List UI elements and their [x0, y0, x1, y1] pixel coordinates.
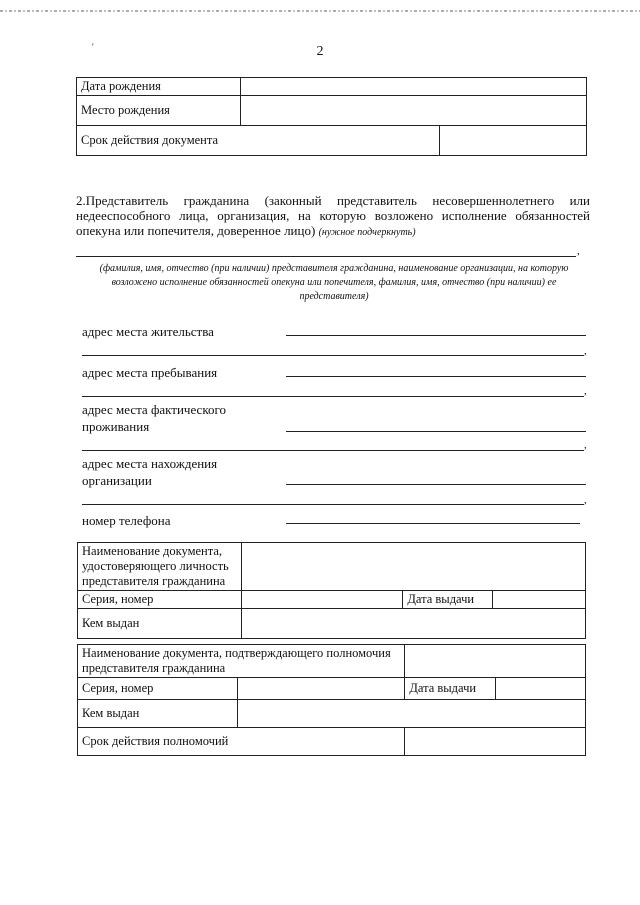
section-2-text: 2.Представитель гражданина (законный представитель несовершеннолетнего или недееспособного лица, организация, на которую возложено исполнение обязанностей опекуна или попечителя, доверенное лицо): [76, 193, 590, 238]
actual-address-line-2[interactable]: [82, 450, 584, 451]
phone-line[interactable]: [286, 523, 580, 524]
residence-comma: ,: [584, 345, 587, 357]
phone-label: номер телефона: [82, 513, 171, 528]
scan-top-edge: [0, 10, 640, 12]
org-comma: ,: [584, 494, 587, 506]
doc-validity-field[interactable]: [440, 126, 587, 156]
identity-series-field[interactable]: [241, 591, 403, 609]
representative-name-caption: (фамилия, имя, отчество (при наличии) представителя гражданина, наименование организации, на которую возложено исполнение обязанностей опекуна или попечителя, фамилия, имя, отчество (при наличии) ее представителя): [99, 263, 569, 302]
doc-validity-label: Срок действия документа: [77, 126, 440, 156]
actual-address-label-1: адрес места фактического: [82, 402, 226, 417]
actual-address-label-2: проживания: [82, 419, 150, 434]
birth-place-label: Место рождения: [77, 96, 241, 126]
stay-comma: ,: [584, 385, 587, 397]
authority-issued-by-label: Кем выдан: [78, 700, 238, 728]
authority-issue-date-field[interactable]: [496, 678, 586, 700]
identity-series-label: Серия, номер: [78, 591, 242, 609]
authority-doc-name-label: Наименование документа, подтверждающего полномочия представителя гражданина: [78, 645, 405, 678]
identity-doc-name-label: Наименование документа, удостоверяющего личность представителя гражданина: [78, 543, 242, 591]
authority-series-field[interactable]: [237, 678, 405, 700]
stay-address-line-1[interactable]: [286, 376, 586, 377]
scan-mark: ': [92, 42, 94, 52]
representative-name-comma: ,: [577, 245, 580, 257]
identity-issue-date-label: Дата выдачи: [403, 591, 493, 609]
authority-validity-field[interactable]: [405, 728, 586, 756]
birth-date-field[interactable]: [240, 78, 586, 96]
actual-comma: ,: [584, 439, 587, 451]
org-address-line-1[interactable]: [286, 484, 586, 485]
residence-address-label: адрес места жительства: [82, 324, 214, 339]
birth-date-label: Дата рождения: [77, 78, 241, 96]
identity-issue-date-field[interactable]: [493, 591, 586, 609]
authority-validity-label: Срок действия полномочий: [78, 728, 405, 756]
identity-issued-by-label: Кем выдан: [78, 609, 242, 639]
representative-name-line[interactable]: [76, 256, 576, 257]
identity-doc-name-field[interactable]: [241, 543, 585, 591]
identity-document-table: [77, 542, 586, 639]
stay-address-label: адрес места пребывания: [82, 365, 218, 380]
authority-document-table: [77, 644, 586, 756]
authority-series-label: Серия, номер: [78, 678, 238, 700]
birth-place-field[interactable]: [240, 96, 586, 126]
stay-address-line-2[interactable]: [82, 396, 584, 397]
residence-address-line-2[interactable]: [82, 355, 584, 356]
org-address-label-1: адрес места нахождения: [82, 456, 218, 471]
section-2-heading: [76, 193, 590, 240]
actual-address-line-1[interactable]: [286, 431, 586, 432]
authority-issued-by-field[interactable]: [237, 700, 585, 728]
page-number: 2: [316, 44, 324, 59]
org-address-label-2: организации: [82, 473, 152, 488]
identity-issued-by-field[interactable]: [241, 609, 585, 639]
authority-doc-name-field[interactable]: [405, 645, 586, 678]
residence-address-line-1[interactable]: [286, 335, 586, 336]
org-address-line-2[interactable]: [82, 504, 584, 505]
citizen-data-table: [76, 77, 587, 156]
authority-issue-date-label: Дата выдачи: [405, 678, 496, 700]
underline-note: (нужное подчеркнуть): [318, 227, 416, 238]
